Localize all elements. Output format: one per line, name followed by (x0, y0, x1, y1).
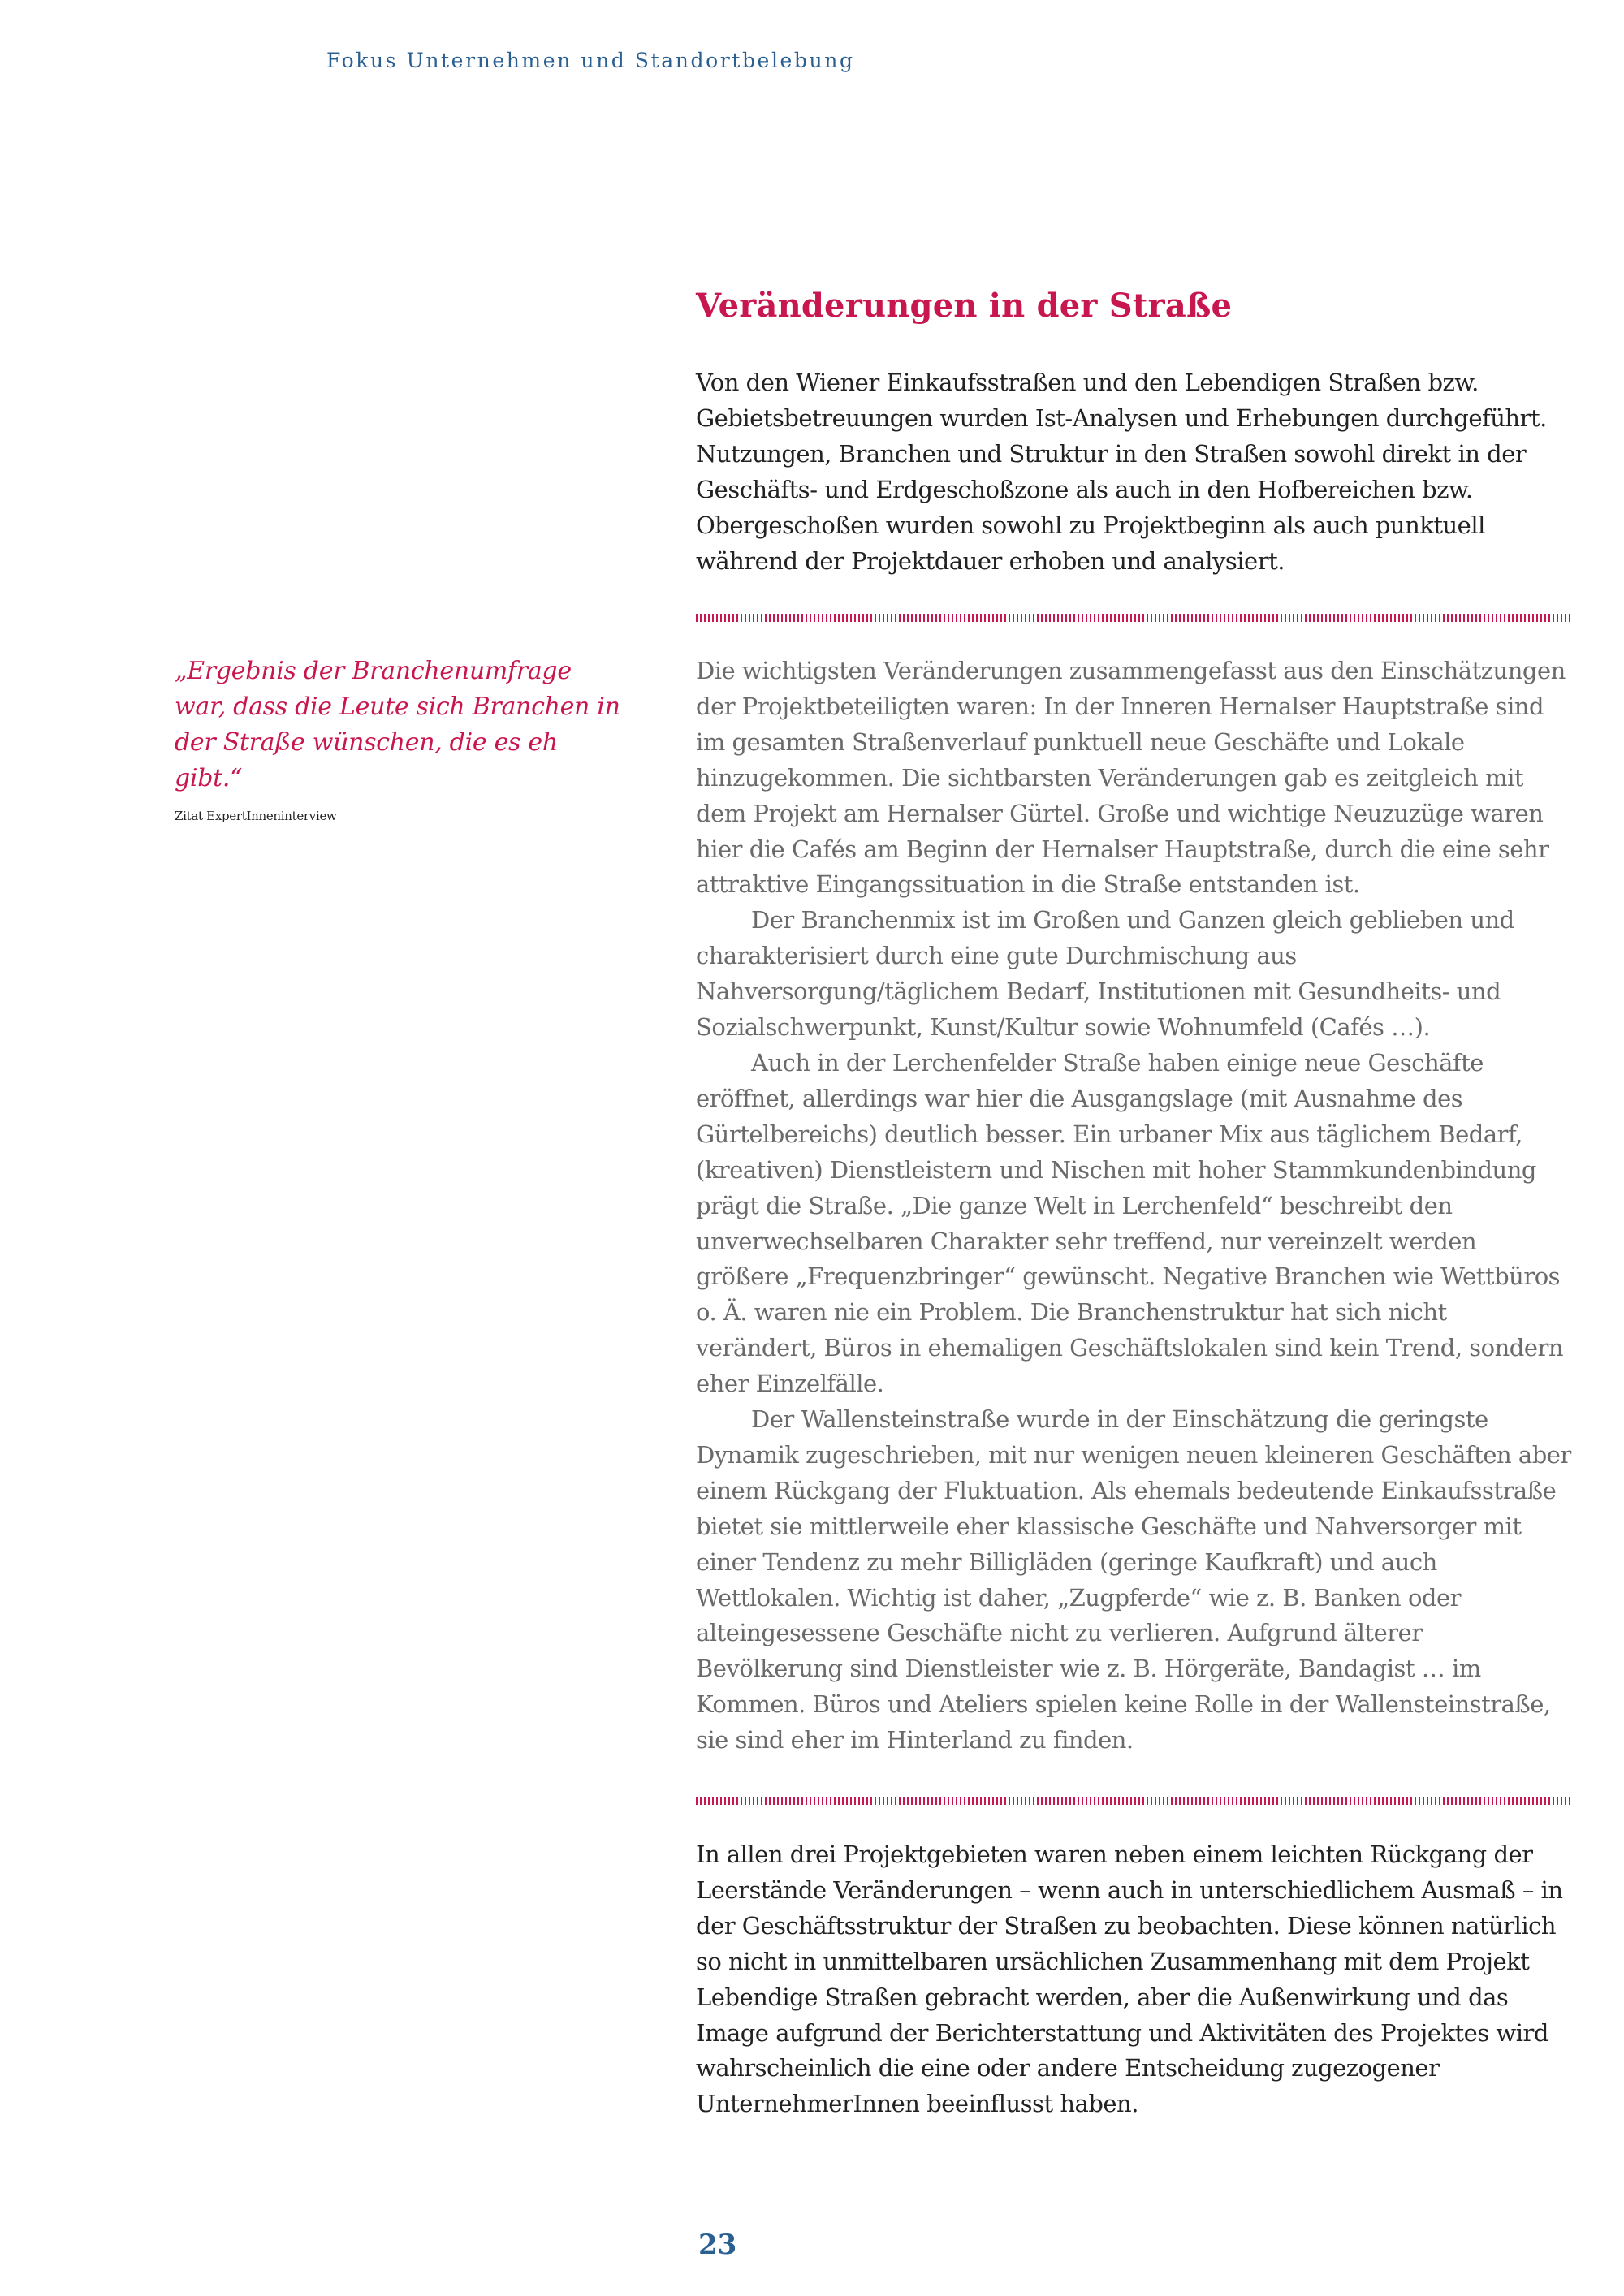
quote-source: Zitat ExpertInneninterview (175, 809, 337, 823)
main-paragraph: Der Branchenmix ist im Großen und Ganzen gleich geblieben und charakterisiert durch eine gute Durchmischung aus Nahversorgung/täglichem Bedarf, Institutionen mit Gesundheits- und Sozialschwerpunkt, Kunst/Kultur sowie Wohnumfeld (Cafés …). (696, 906, 1514, 1042)
outro-block (696, 1837, 1573, 2122)
dotted-divider (696, 614, 1573, 622)
dotted-divider (696, 1797, 1573, 1805)
section-title: Veränderungen in der Straße (696, 287, 1233, 325)
main-text-block (696, 654, 1573, 1759)
pull-quote: „Ergebnis der Branchenumfrage war, dass die Leute sich Branchen in der Straße wünschen, die es eh gibt.“ (175, 657, 620, 792)
main-paragraph: Auch in der Lerchenfelder Straße haben einige neue Geschäfte eröffnet, allerdings war hier die Ausgangslage (mit Ausnahme des Gürtelbereichs) deutlich besser. Ein urbaner Mix aus täglichem Bedarf, (kreativen) Dienstleistern und Nischen mit hoher Stammkundenbindung prägt die Straße. „Die ganze Welt in Lerchenfeld“ beschreibt den unverwechselbaren Charakter sehr treffend, nur vereinzelt werden größere „Frequenzbringer“ gewünscht. Negative Branchen wie Wettbüros o. Ä. waren nie ein Problem. Die Branchenstruktur hat sich nicht verändert, Büros in ehemaligen Geschäftslokalen sind kein Trend, sondern eher Einzelfälle. (696, 1048, 1564, 1398)
main-paragraph: Der Wallensteinstraße wurde in der Einschätzung die geringste Dynamik zugeschrieben, mit nur wenigen neuen kleineren Geschäften aber einem Rückgang der Fluktuation. Als ehemals bedeutende Einkaufsstraße bietet sie mittlerweile eher klassische Geschäfte und Nahversorger mit einer Tendenz zu mehr Billigläden (geringe Kaufkraft) und auch Wettlokalen. Wichtig ist daher, „Zugpferde“ wie z. B. Banken oder alteingesessene Geschäfte nicht zu verlieren. Aufgrund älterer Bevölkerung sind Dienstleister wie z. B. Hörgeräte, Bandagist … im Kommen. Büros und Ateliers spielen keine Rolle in der Wallensteinstraße, sie sind eher im Hinterland zu finden. (696, 1405, 1571, 1754)
page-number: 23 (698, 2229, 737, 2261)
intro-paragraph: Von den Wiener Einkaufsstraßen und den Lebendigen Straßen bzw. Gebietsbetreuungen wurden Ist-Analysen und Erhebungen durchgeführt. Nutzungen, Branchen und Struktur in den Straßen sowohl direkt in der Geschäfts- und Erdgeschoßzone als auch in den Hofbereichen bzw. Obergeschoßen wurden sowohl zu Projektbeginn als auch punktuell während der Projektdauer erhoben und analysiert. (696, 369, 1547, 575)
main-paragraph: Die wichtigsten Veränderungen zusammengefasst aus den Einschätzungen der Projektbeteiligten waren: In der Inneren Hernalser Hauptstraße sind im gesamten Straßenverlauf punktuell neue Geschäfte und Lokale hinzugekommen. Die sichtbarsten Veränderungen gab es zeitgleich mit dem Projekt am Hernalser Gürtel. Große und wichtige Neuzuzüge waren hier die Cafés am Beginn der Hernalser Hauptstraße, durch die eine sehr attraktive Eingangssituation in die Straße entstanden ist. (696, 657, 1566, 899)
outro-paragraph: In allen drei Projektgebieten waren neben einem leichten Rückgang der Leerstände Veränderungen – wenn auch in unterschiedlichem Ausmaß – in der Geschäftsstruktur der Straßen zu beobachten. Diese können natürlich so nicht in unmittelbaren ursächlichen Zusammenhang mit dem Projekt Lebendige Straßen gebracht werden, aber die Außenwirkung und das Image aufgrund der Berichterstattung und Aktivitäten des Projektes wird wahrscheinlich die eine oder andere Entscheidung zugezogener UnternehmerInnen beeinflusst haben. (696, 1841, 1563, 2118)
running-header: Fokus Unternehmen und Standortbelebung (326, 49, 855, 72)
intro-block (696, 365, 1573, 579)
